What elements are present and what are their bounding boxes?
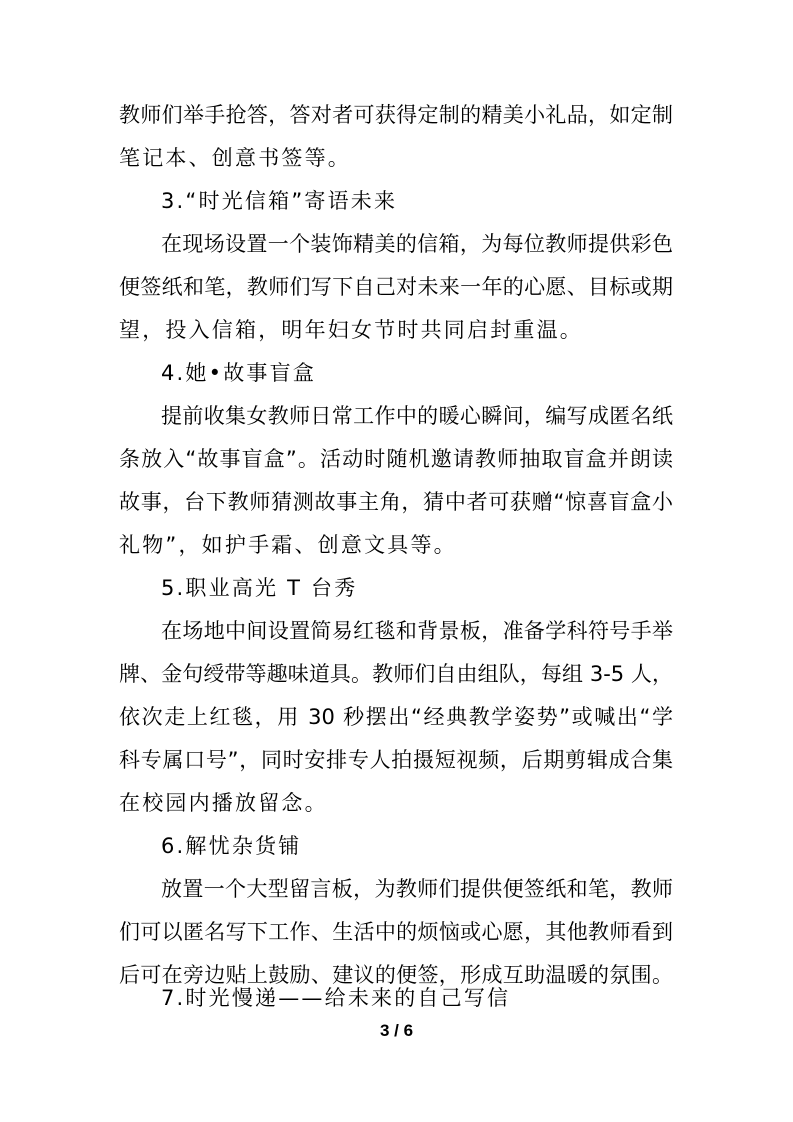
- paragraph-line: 条放入“故事盲盒”。活动时随机邀请教师抽取盲盒并朗读: [119, 447, 673, 471]
- section-heading: 6.解忧杂货铺: [161, 834, 302, 858]
- page-number: 3 / 6: [379, 1021, 414, 1040]
- paragraph-line: 礼物”，如护手霜、创意文具等。: [119, 533, 457, 557]
- paragraph-line: 们可以匿名写下工作、生活中的烦恼或心愿，其他教师看到: [119, 920, 673, 944]
- paragraph-line: 牌、金句绶带等趣味道具。教师们自由组队，每组 3-5 人，: [119, 662, 673, 686]
- paragraph-line: 故事，台下教师猜测故事主角，猜中者可获赠“惊喜盲盒小: [119, 490, 673, 514]
- paragraph-line: 在现场设置一个装饰精美的信箱，为每位教师提供彩色: [161, 232, 673, 256]
- paragraph-line: 科专属口号”，同时安排专人拍摄短视频，后期剪辑成合集: [119, 748, 673, 772]
- paragraph-line: 笔记本、创意书签等。: [119, 146, 351, 170]
- paragraph-line: 在场地中间设置简易红毯和背景板，准备学科符号手举: [161, 619, 673, 643]
- section-heading: 3.“时光信箱”寄语未来: [161, 189, 398, 213]
- paragraph-line: 在校园内播放留念。: [119, 791, 328, 815]
- paragraph-line: 望，投入信箱，明年妇女节时共同启封重温。: [119, 318, 583, 342]
- paragraph-line: 放置一个大型留言板，为教师们提供便签纸和笔，教师: [161, 877, 673, 901]
- paragraph-line: 后可在旁边贴上鼓励、建议的便签，形成互助温暖的氛围。: [119, 963, 673, 987]
- section-heading: 4.她•故事盲盒: [161, 361, 317, 385]
- paragraph-line: 依次走上红毯，用 30 秒摆出“经典教学姿势”或喊出“学: [119, 705, 673, 729]
- section-heading: 7.时光慢递——给未来的自己写信: [161, 986, 511, 1010]
- paragraph-line: 提前收集女教师日常工作中的暖心瞬间，编写成匿名纸: [161, 404, 673, 428]
- section-heading: 5.职业高光 T 台秀: [161, 576, 358, 600]
- paragraph-line: 教师们举手抢答，答对者可获得定制的精美小礼品，如定制: [119, 103, 673, 127]
- paragraph-line: 便签纸和笔，教师们写下自己对未来一年的心愿、目标或期: [119, 275, 673, 299]
